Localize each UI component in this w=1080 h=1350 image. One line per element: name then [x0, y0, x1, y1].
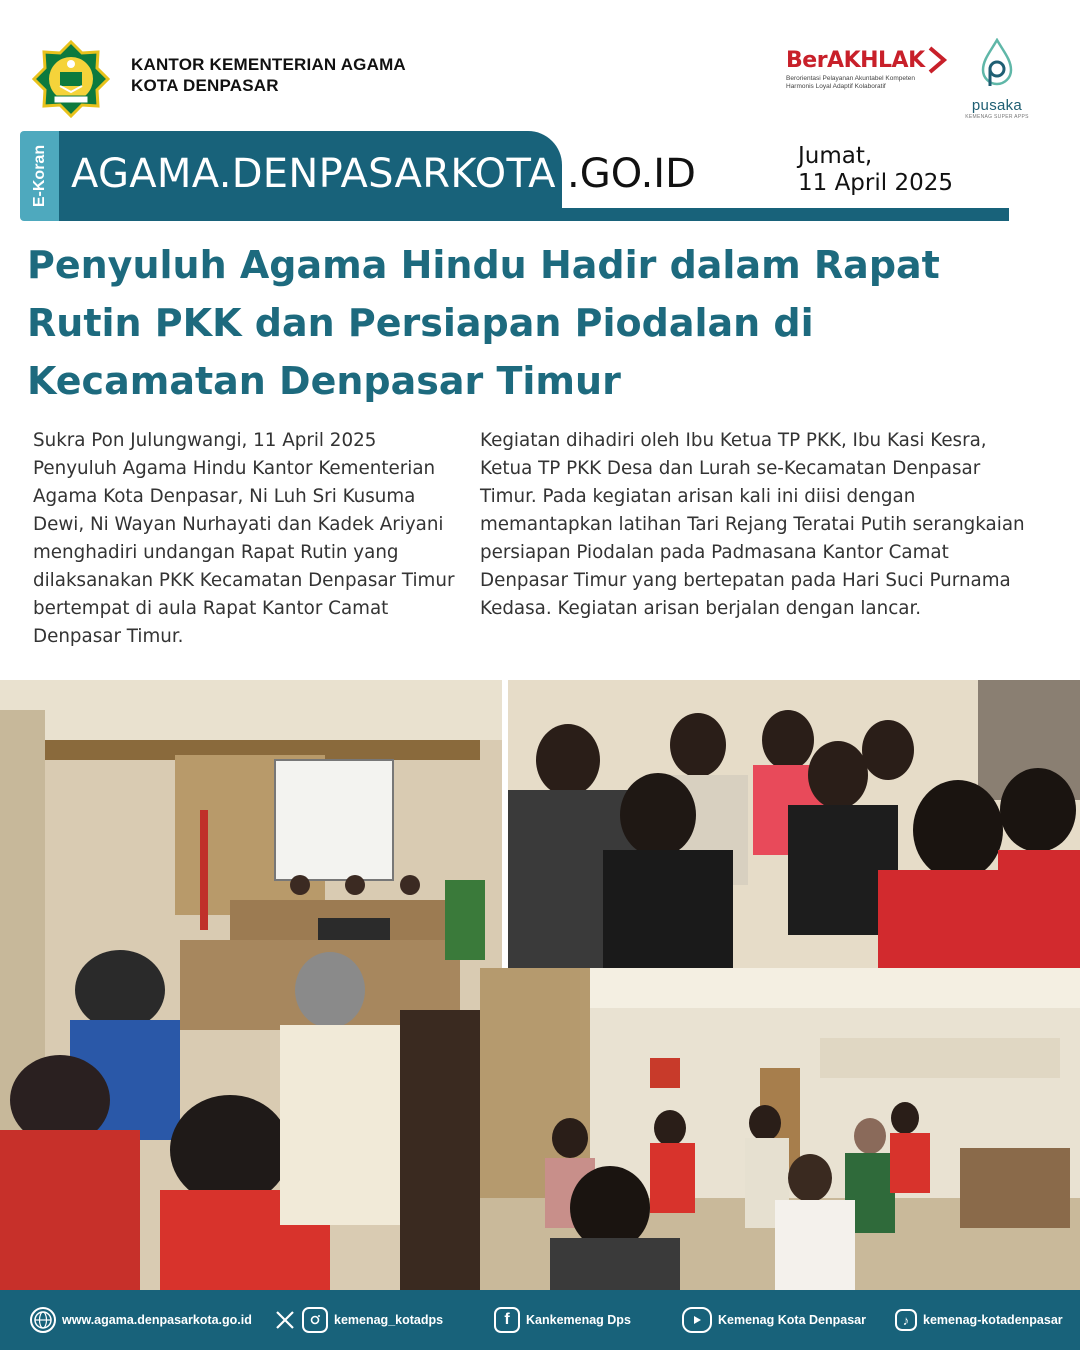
globe-icon	[30, 1307, 56, 1333]
photo-participants-seated	[508, 680, 1080, 968]
footer-youtube[interactable]	[682, 1290, 866, 1350]
footer-facebook[interactable]	[494, 1290, 631, 1350]
footer-website-label: www.agama.denpasarkota.go.id	[62, 1313, 252, 1327]
issue-date	[798, 143, 953, 197]
photo-meeting-hall	[0, 680, 502, 1290]
issue-date-value: 11 April 2025	[798, 170, 953, 196]
issue-day: Jumat,	[798, 143, 873, 169]
article-left-column: Sukra Pon Julungwangi, 11 April 2025 Penyuluh Agama Hindu Kantor Kementerian Agama Kota Denpasar, Ni Luh Sri Kusuma Dewi, Ni Wayan Nurhayati dan Kadek Ariyani menghadiri undangan Rapat Rutin yang dilaksanakan PKK Kecamatan Denpasar Timur bertempat di aula Rapat Kantor Camat Denpasar Timur.	[33, 430, 455, 647]
tiktok-icon: ♪	[895, 1309, 917, 1331]
banner-underline	[59, 208, 1009, 221]
pusaka-logo	[962, 38, 1032, 120]
article-right-column: Kegiatan dihadiri oleh Ibu Ketua TP PKK, Ibu Kasi Kesra, Ketua TP PKK Desa dan Lurah se-Kecamatan Denpasar Timur. Pada kegiatan arisan kali ini diisi dengan memantapkan latihan Tari Rejang Teratai Putih serangkaian persiapan Piodalan pada Padmasana Kantor Camat Denpasar Timur yang bertepatan pada Hari Suci Purnama Kedasa. Kegiatan arisan berjalan dengan lancar.	[480, 430, 1025, 619]
berakhlak-chevron-icon	[926, 46, 948, 74]
site-name: AGAMA.DENPASARKOTA	[71, 151, 556, 197]
berakhlak-tagline-2: Harmonis Loyal Adaptif Kolaboratif	[786, 83, 886, 90]
footer-tiktok-label: kemenag-kotadenpasar	[923, 1313, 1063, 1327]
org-name-line2: KOTA DENPASAR	[131, 76, 279, 95]
berakhlak-word: BerAKHLAK	[786, 48, 925, 73]
article-headline: Penyuluh Agama Hindu Hadir dalam Rapat Rutin PKK dan Persiapan Piodalan di Kecamatan Denpasar Timur	[27, 243, 940, 403]
footer-social-bar	[0, 1290, 1080, 1350]
org-name-line1: KANTOR KEMENTERIAN AGAMA	[131, 55, 406, 74]
footer-facebook-label: Kankemenag Dps	[526, 1313, 631, 1327]
ekoran-label: E-Koran	[31, 144, 48, 208]
footer-tiktok[interactable]	[895, 1290, 1063, 1350]
facebook-icon: f	[494, 1307, 520, 1333]
site-banner	[59, 131, 562, 211]
pusaka-word: pusaka	[971, 97, 1023, 114]
pusaka-drop-icon	[980, 38, 1014, 90]
youtube-icon	[682, 1307, 712, 1333]
instagram-icon	[302, 1307, 328, 1333]
footer-youtube-label: Kemenag Kota Denpasar	[718, 1313, 866, 1327]
photo-dance-practice	[480, 968, 1080, 1290]
berakhlak-tagline-1: Berorientasi Pelayanan Akuntabel Kompeten	[786, 75, 916, 82]
x-icon	[274, 1307, 296, 1333]
footer-x-instagram[interactable]	[274, 1290, 443, 1350]
site-domain: .GO.ID	[567, 151, 696, 197]
ekoran-tab	[20, 131, 60, 221]
org-name	[131, 54, 406, 96]
berakhlak-tagline	[786, 75, 954, 91]
kemenag-logo	[32, 40, 110, 118]
footer-x-instagram-label: kemenag_kotadps	[334, 1313, 444, 1327]
pusaka-sub: KEMENAG SUPER APPS	[965, 114, 1029, 120]
berakhlak-logo	[786, 48, 954, 112]
footer-website[interactable]	[30, 1290, 252, 1350]
